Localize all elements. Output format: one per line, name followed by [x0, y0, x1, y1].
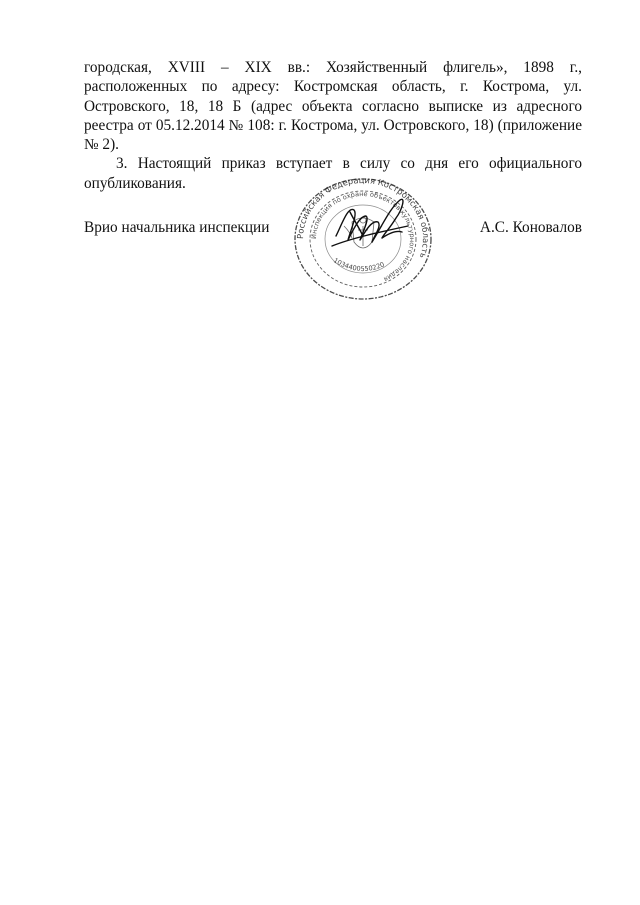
seal-outer-text: Российская Федерация Костромская область: [294, 176, 432, 260]
signatory-position: Врио начальника инспекции: [84, 219, 270, 236]
paragraph-effective-date: 3. Настоящий приказ вступает в силу со дня его официального опубликования.: [84, 155, 582, 192]
document-body: [84, 58, 582, 193]
seal-inner-text: Инспекция по охране объектов культурного наследия: [309, 189, 417, 284]
seal-number: 1034400550220: [331, 256, 386, 274]
svg-text:1034400550220: [332, 256, 386, 273]
signatory-name: А.С. Коновалов: [479, 219, 582, 236]
paragraph-address: городская, XVIII – XIX вв.: Хозяйственный флигель», 1898 г., расположенных по адресу: Костромская область, г. Кострома, ул. Островского, 18, 18 Б (адрес объекта согласно выписке из адресного реестра от 05.12.2014 № 108: г. Кострома, ул. Островского, 18) (приложение № 2).: [84, 59, 582, 154]
official-seal-stamp: [292, 176, 434, 302]
